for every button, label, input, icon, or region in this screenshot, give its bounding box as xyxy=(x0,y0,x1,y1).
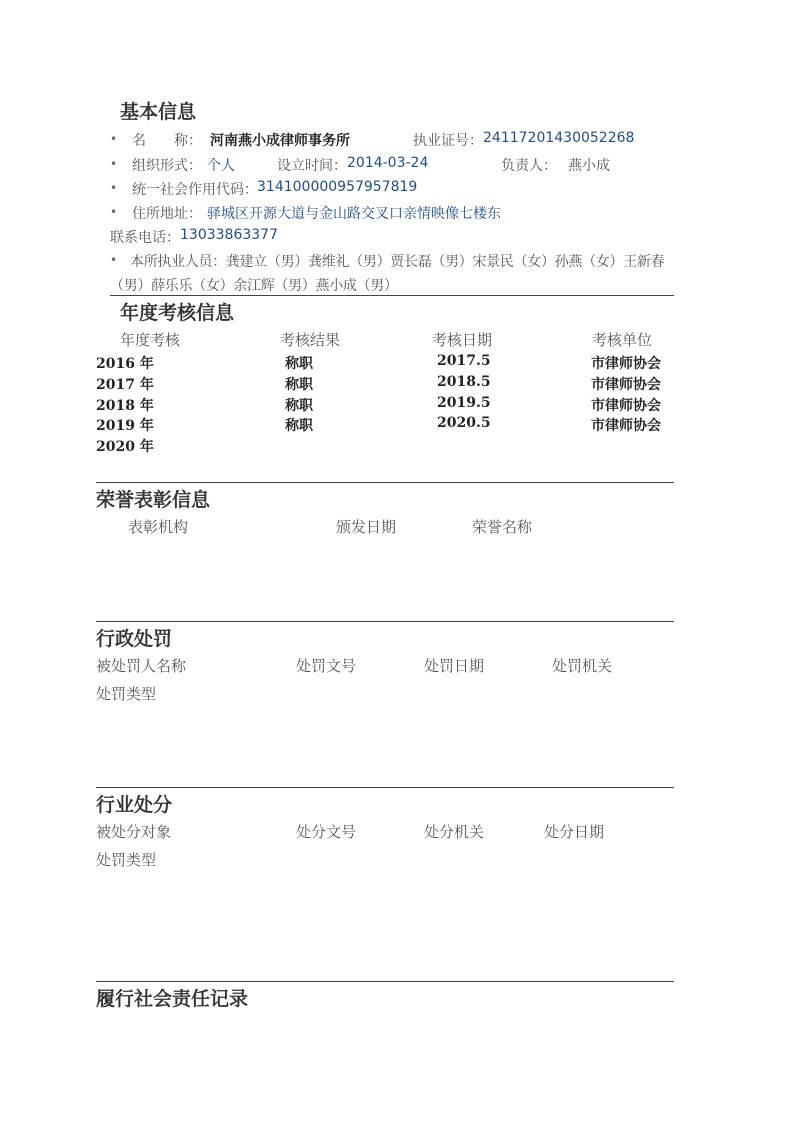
honors-title: 荣誉表彰信息 xyxy=(96,489,211,511)
industry-penalty-header-docno: 处分文号 xyxy=(296,823,357,841)
address-label: 住所地址： xyxy=(132,206,202,222)
honors-header-name: 荣誉名称 xyxy=(472,518,533,536)
founded-date: 2014-03-24 xyxy=(347,155,429,171)
bullet-icon: • xyxy=(110,205,118,219)
annual-cell-year: 2017 年 xyxy=(96,377,154,393)
annual-cell-year: 2019 年 xyxy=(96,418,154,434)
section-divider xyxy=(96,787,674,788)
phone-value: 13033863377 xyxy=(180,227,278,243)
credit-code-label: 统一社会作用代码： xyxy=(132,182,258,198)
honors-header-date: 颁发日期 xyxy=(336,518,397,536)
annual-title: 年度考核信息 xyxy=(120,302,235,324)
admin-penalty-header-authority: 处罚机关 xyxy=(552,657,613,675)
lawyers-list-line1: 本所执业人员：龚建立（男）龚维礼（男）贾长磊（男）宋景民（女）孙燕（女）王新春 xyxy=(130,254,665,270)
honors-header-org: 表彰机构 xyxy=(128,518,189,536)
annual-cell-unit: 市律师协会 xyxy=(591,398,661,414)
head-name: 燕小成 xyxy=(568,158,610,174)
annual-cell-year: 2016 年 xyxy=(96,356,154,372)
annual-cell-unit: 市律师协会 xyxy=(591,356,661,372)
org-form-label: 组织形式： xyxy=(132,158,202,174)
annual-cell-date: 2020.5 xyxy=(437,415,491,431)
bullet-icon: • xyxy=(110,157,118,171)
section-divider xyxy=(110,295,674,296)
lawyers-list-line2: （男）薛乐乐（女）余江辉（男）燕小成（男） xyxy=(110,278,398,294)
admin-penalty-header-target: 被处罚人名称 xyxy=(96,657,187,675)
phone-label: 联系电话： xyxy=(110,230,180,246)
annual-cell-result: 称职 xyxy=(285,398,313,414)
annual-header-result: 考核结果 xyxy=(280,331,341,349)
annual-cell-result: 称职 xyxy=(285,418,313,434)
basic-info-title: 基本信息 xyxy=(120,101,197,123)
annual-cell-unit: 市律师协会 xyxy=(591,418,661,434)
name-label: 名 称： xyxy=(132,133,202,149)
industry-penalty-title: 行业处分 xyxy=(96,794,173,816)
bullet-icon: • xyxy=(110,132,118,146)
admin-penalty-header-date: 处罚日期 xyxy=(424,657,485,675)
industry-penalty-header-target: 被处分对象 xyxy=(96,823,172,841)
license-number: 24117201430052268 xyxy=(483,130,635,146)
industry-penalty-header-date: 处分日期 xyxy=(544,823,605,841)
social-responsibility-title: 履行社会责任记录 xyxy=(96,988,249,1010)
license-label: 执业证号： xyxy=(413,133,483,149)
annual-header-date: 考核日期 xyxy=(432,331,493,349)
section-divider xyxy=(96,981,674,982)
section-divider xyxy=(96,621,674,622)
head-label: 负责人： xyxy=(501,158,557,174)
firm-name: 河南燕小成律师事务所 xyxy=(210,133,350,149)
annual-cell-date: 2017.5 xyxy=(437,353,491,369)
annual-cell-year: 2020 年 xyxy=(96,439,154,455)
founded-label: 设立时间： xyxy=(277,158,347,174)
org-form-value: 个人 xyxy=(207,158,235,174)
annual-cell-date: 2019.5 xyxy=(437,395,491,411)
annual-cell-unit: 市律师协会 xyxy=(591,377,661,393)
admin-penalty-header-type: 处罚类型 xyxy=(96,685,157,703)
bullet-icon: • xyxy=(110,253,118,267)
admin-penalty-header-docno: 处罚文号 xyxy=(296,657,357,675)
section-divider xyxy=(96,482,674,483)
annual-cell-year: 2018 年 xyxy=(96,398,154,414)
credit-code-value: 314100000957957819 xyxy=(257,179,418,195)
industry-penalty-header-type: 处罚类型 xyxy=(96,851,157,869)
annual-header-unit: 考核单位 xyxy=(592,331,653,349)
annual-cell-result: 称职 xyxy=(285,377,313,393)
annual-cell-result: 称职 xyxy=(285,356,313,372)
annual-header-year: 年度考核 xyxy=(120,331,181,349)
address-value: 驿城区开源大道与金山路交叉口亲情映像七楼东 xyxy=(207,206,501,222)
industry-penalty-header-authority: 处分机关 xyxy=(424,823,485,841)
admin-penalty-title: 行政处罚 xyxy=(96,628,173,650)
bullet-icon: • xyxy=(110,181,118,195)
annual-cell-date: 2018.5 xyxy=(437,374,491,390)
